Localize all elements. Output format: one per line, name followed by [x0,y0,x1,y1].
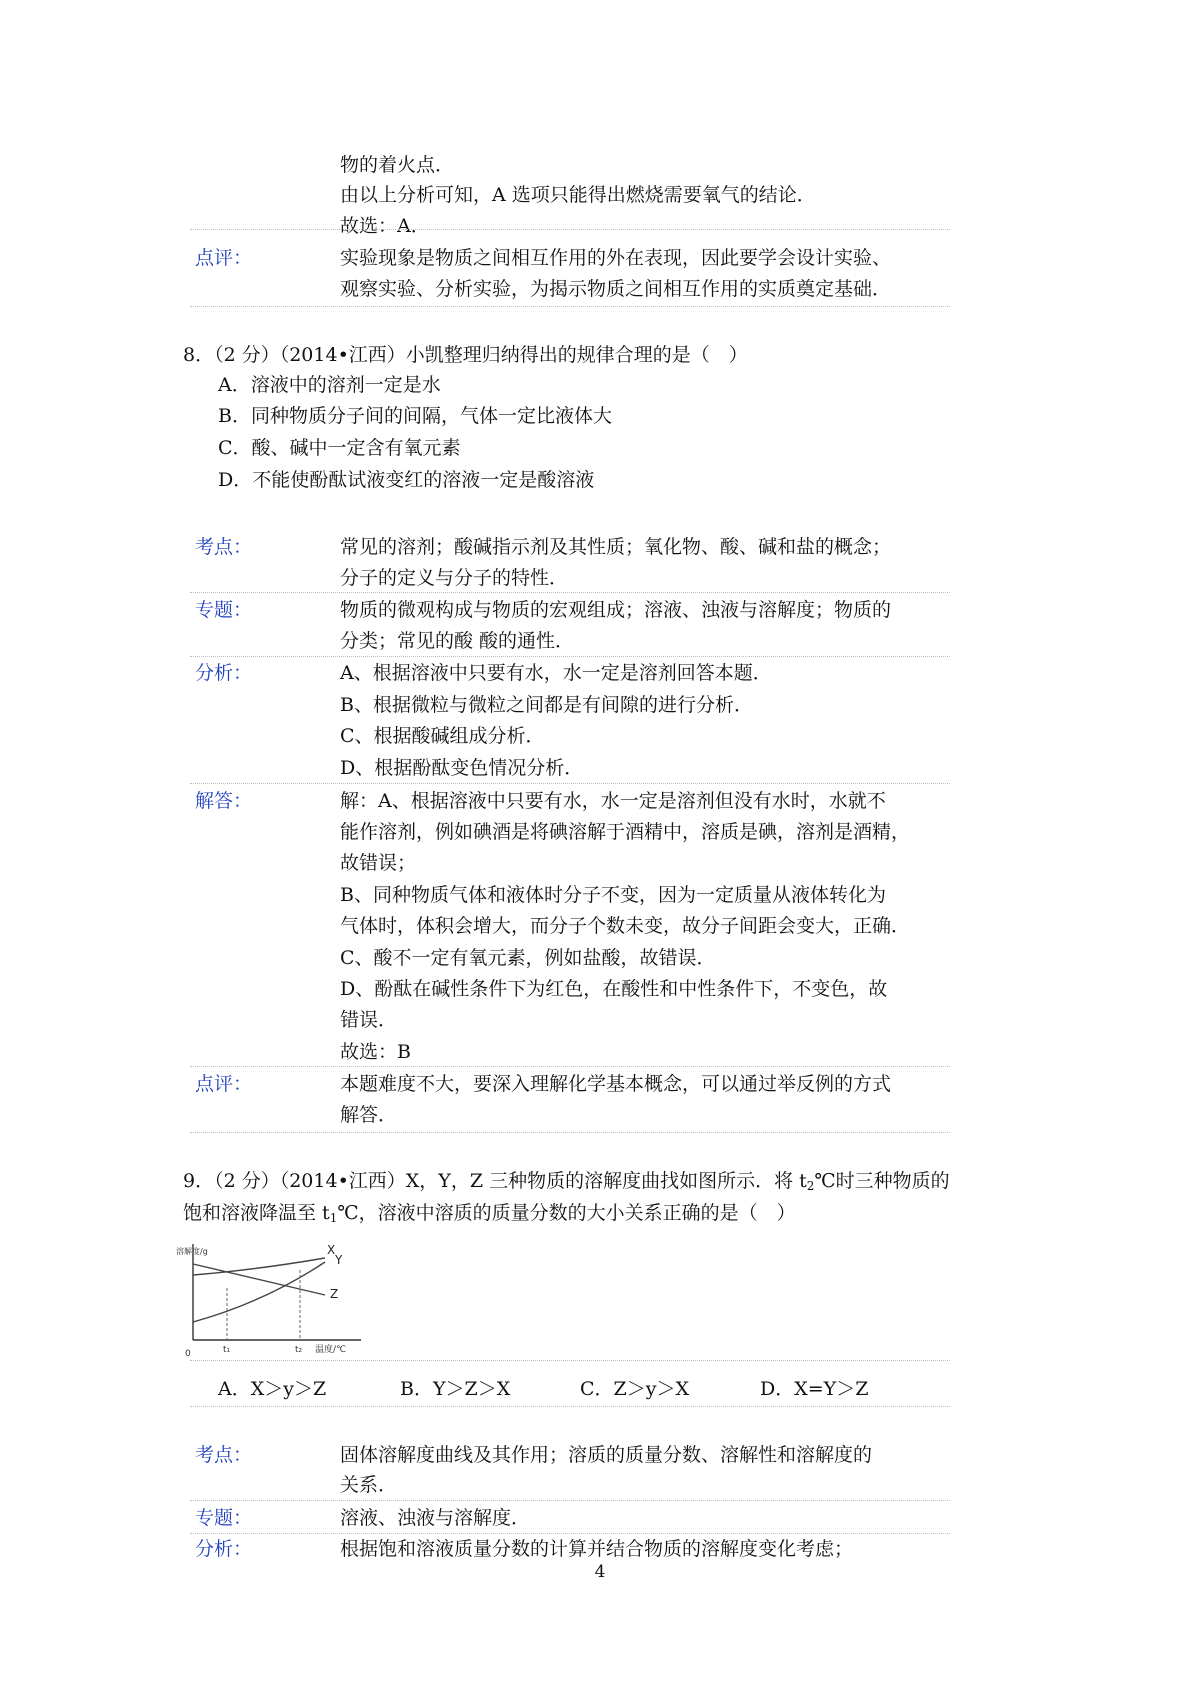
divider [190,656,950,657]
comment-label: 点评： [195,247,253,269]
text-line: C、酸不一定有氧元素，例如盐酸，故错误． [340,947,716,969]
text-line: 物的着火点． [340,154,455,176]
option-d: D．不能使酚酞试液变红的溶液一定是酸溶液 [218,469,595,491]
divider [190,1132,950,1133]
text-line: C、根据酸碱组成分析． [340,725,545,747]
text-line: 固体溶解度曲线及其作用；溶质的质量分数、溶解性和溶解度的 [340,1444,873,1466]
option-d: D．X=Y＞Z [760,1378,869,1400]
text-line: 物质的微观构成与物质的宏观组成；溶液、浊液与溶解度；物质的 [340,599,892,621]
fenxi-label: 分析： [195,662,253,684]
divider [190,229,950,230]
option-c: C．酸、碱中一定含有氧元素 [218,437,461,459]
option-a: A．X＞y＞Z [218,1378,327,1400]
text-line: 实验现象是物质之间相互作用的外在表现，因此要学会设计实验、 [340,247,892,269]
kaodian-label: 考点： [195,1444,253,1466]
stem-text: ℃，溶液中溶质的质量分数的大小关系正确的是（ ） [337,1202,796,1224]
divider [190,1066,950,1067]
page-number: 4 [594,1562,606,1582]
stem-text: 饱和溶液降温至 t [183,1202,330,1224]
curve-label-x: X [327,1243,336,1257]
text-line: 故选：A． [340,215,430,237]
text-line: 解：A、根据溶液中只要有水，水一定是溶剂但没有水时，水就不 [340,790,886,812]
text-line: 关系． [340,1474,398,1496]
text-line: 本题难度不大，要深入理解化学基本概念，可以通过举反例的方式 [340,1073,892,1095]
origin-label: 0 [185,1349,191,1359]
text-line: 故错误； [340,852,417,874]
jieda-label: 解答： [195,790,253,812]
y-axis-label: 溶解度/g [176,1247,208,1256]
option-a: A．溶液中的溶剂一定是水 [218,374,441,396]
question-stem-line-1 [183,1166,950,1201]
fenxi-label: 分析： [195,1538,253,1560]
x-axis-label: 温度/℃ [315,1345,347,1355]
text-line: 解答． [340,1104,398,1126]
curve-label-y: Y [335,1253,343,1267]
subscript: 1 [329,1211,338,1225]
divider [190,1406,950,1407]
text-line: 分类；常见的酸 酸的通性． [340,630,575,652]
option-b: B．Y＞Z＞X [400,1378,511,1400]
text-line: D、酚酞在碱性条件下为红色，在酸性和中性条件下，不变色，故 [340,978,888,1000]
t1-label: t₁ [223,1345,231,1355]
text-line: A、根据溶液中只要有水，水一定是溶剂回答本题． [340,662,772,684]
text-line: 溶液、浊液与溶解度． [340,1507,531,1529]
text-line: 错误． [340,1009,398,1031]
dianping-label: 点评： [195,1073,253,1095]
divider [190,306,950,307]
text-line: 观察实验、分析实验，为揭示物质之间相互作用的实质奠定基础． [340,278,892,300]
text-line: 气体时，体积会增大，而分子个数未变，故分子间距会变大，正确． [340,915,911,937]
zhuanti-label: 专题： [195,599,253,621]
curve-x [193,1262,325,1322]
text-line: 常见的溶剂；酸碱指示剂及其性质；氧化物、酸、碱和盐的概念； [340,536,892,558]
kaodian-label: 考点： [195,536,253,558]
text-line: 由以上分析可知，A 选项只能得出燃烧需要氧气的结论． [340,184,816,206]
t2-label: t₂ [295,1345,303,1355]
text-line: 分子的定义与分子的特性． [340,567,569,589]
stem-text: ℃时三种物质的 [814,1170,950,1192]
solubility-curve-graph [175,1240,365,1360]
zhuanti-label: 专题： [195,1507,253,1529]
divider [190,592,950,593]
option-c: C．Z＞y＞X [580,1378,689,1400]
option-b: B．同种物质分子间的间隔，气体一定比液体大 [218,405,612,427]
curve-label-z: Z [330,1287,339,1301]
curve-y [193,1258,325,1275]
subscript: 2 [806,1179,815,1193]
text-line: D、根据酚酞变色情况分析． [340,757,584,779]
divider [190,783,950,784]
question-stem-line-2 [183,1198,796,1233]
text-line: 根据饱和溶液质量分数的计算并结合物质的溶解度变化考虑； [340,1538,854,1560]
text-line: 故选：B [340,1041,411,1063]
question-stem: 8．（2 分）（2014•江西）小凯整理归纳得出的规律合理的是（ ） [183,344,748,366]
stem-text: 9．（2 分）（2014•江西）X，Y，Z 三种物质的溶解度曲找如图所示．将 t [183,1170,807,1192]
options-row [0,1374,1200,1404]
text-line: B、同种物质气体和液体时分子不变，因为一定质量从液体转化为 [340,884,886,906]
divider [190,1500,950,1501]
text-line: B、根据微粒与微粒之间都是有间隙的进行分析． [340,694,753,716]
text-line: 能作溶剂，例如碘酒是将碘溶解于酒精中，溶质是碘，溶剂是酒精， [340,821,911,843]
divider [190,1360,950,1361]
